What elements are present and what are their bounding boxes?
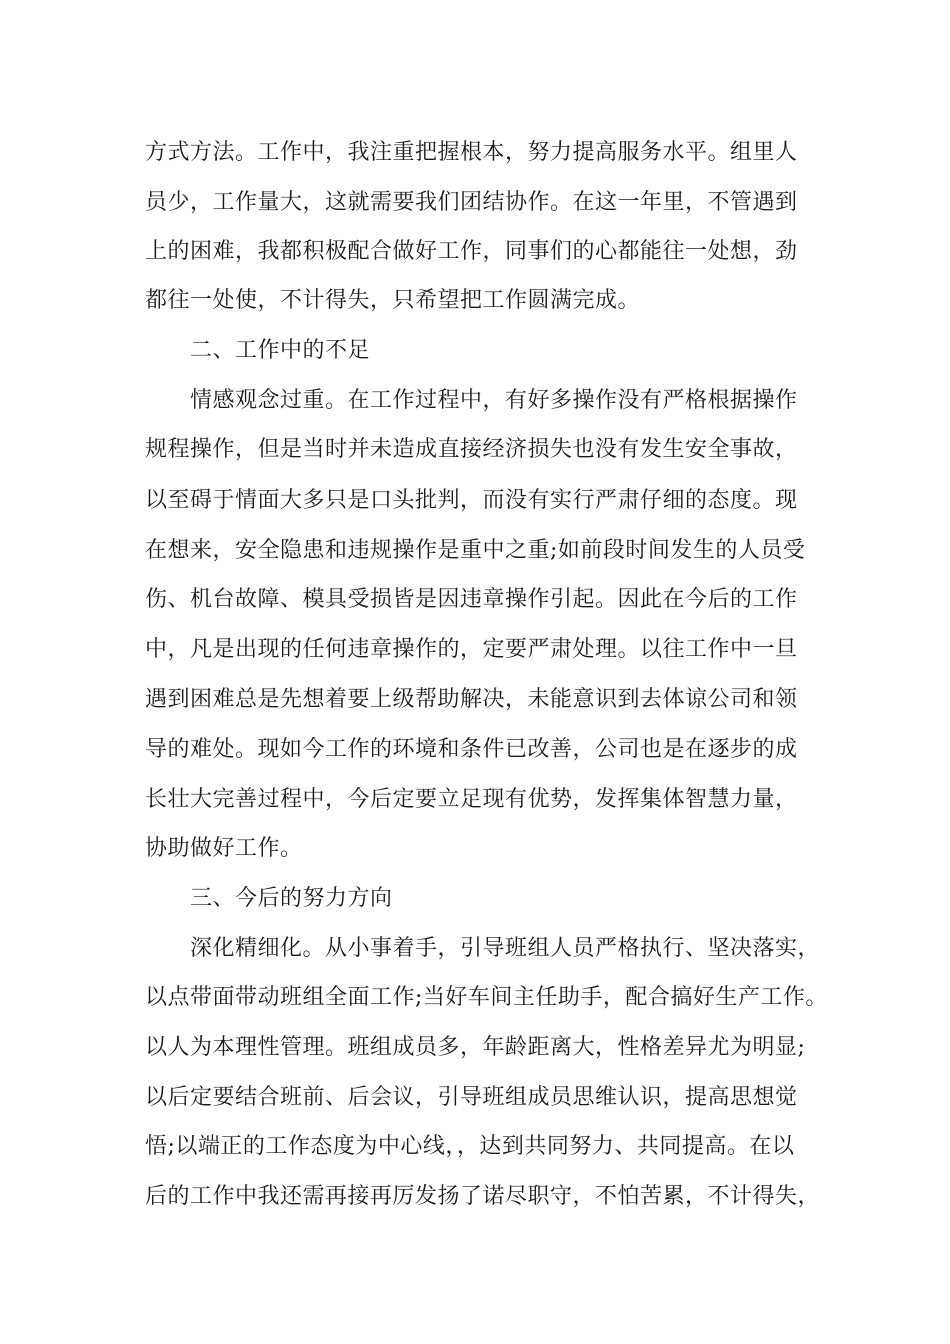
- paragraph-line: 方式方法。工作中，我注重把握根本，努力提高服务水平。组里人: [145, 140, 798, 165]
- paragraph-line: 协助做好工作。: [145, 836, 303, 861]
- paragraph-line: 在想来，安全隐患和违规操作是重中之重;如前段时间发生的人员受: [145, 538, 806, 563]
- paragraph-line: 长壮大完善过程中，今后定要立足现有优势，发挥集体智慧力量，: [145, 787, 798, 812]
- paragraph-line: 以人为本理性管理。班组成员多，年龄距离大，性格差异尤为明显;: [145, 1035, 806, 1060]
- paragraph-line: 伤、机台故障、模具受损皆是因违章操作引起。因此在今后的工作: [145, 587, 798, 612]
- paragraph-line: 遇到困难总是先想着要上级帮助解决，未能意识到去体谅公司和领: [145, 687, 798, 712]
- section-heading: 三、今后的努力方向: [190, 886, 393, 911]
- paragraph-line: 情感观念过重。在工作过程中，有好多操作没有严格根据操作: [190, 388, 798, 413]
- section-heading: 二、工作中的不足: [190, 338, 371, 363]
- paragraph-line: 导的难处。现如今工作的环境和条件已改善，公司也是在逐步的成: [145, 737, 798, 762]
- paragraph-line: 员少，工作量大，这就需要我们团结协作。在这一年里，不管遇到: [145, 190, 798, 215]
- paragraph-line: 都往一处使，不计得失，只希望把工作圆满完成。: [145, 288, 641, 313]
- paragraph-line: 以至碍于情面大多只是口头批判，而没有实行严肃仔细的态度。现: [145, 488, 798, 513]
- paragraph-line: 中，凡是出现的任何违章操作的，定要严肃处理。以往工作中一旦: [145, 637, 798, 662]
- paragraph-line: 以后定要结合班前、后会议，引导班组成员思维认识，提高思想觉: [145, 1085, 798, 1110]
- paragraph-line: 深化精细化。从小事着手，引导班组人员严格执行、坚决落实，: [190, 936, 821, 961]
- paragraph-line: 以点带面带动班组全面工作;当好车间主任助手，配合搞好生产工作。: [145, 985, 828, 1010]
- paragraph-line: 规程操作，但是当时并未造成直接经济损失也没有发生安全事故，: [145, 437, 798, 462]
- paragraph-line: 悟;以端正的工作态度为中心线，，达到共同努力、共同提高。在以: [145, 1134, 795, 1159]
- paragraph-line: 后的工作中我还需再接再厉发扬了诺尽职守，不怕苦累，不计得失，: [145, 1184, 821, 1209]
- paragraph-line: 上的困难，我都积极配合做好工作，同事们的心都能往一处想，劲: [145, 239, 798, 264]
